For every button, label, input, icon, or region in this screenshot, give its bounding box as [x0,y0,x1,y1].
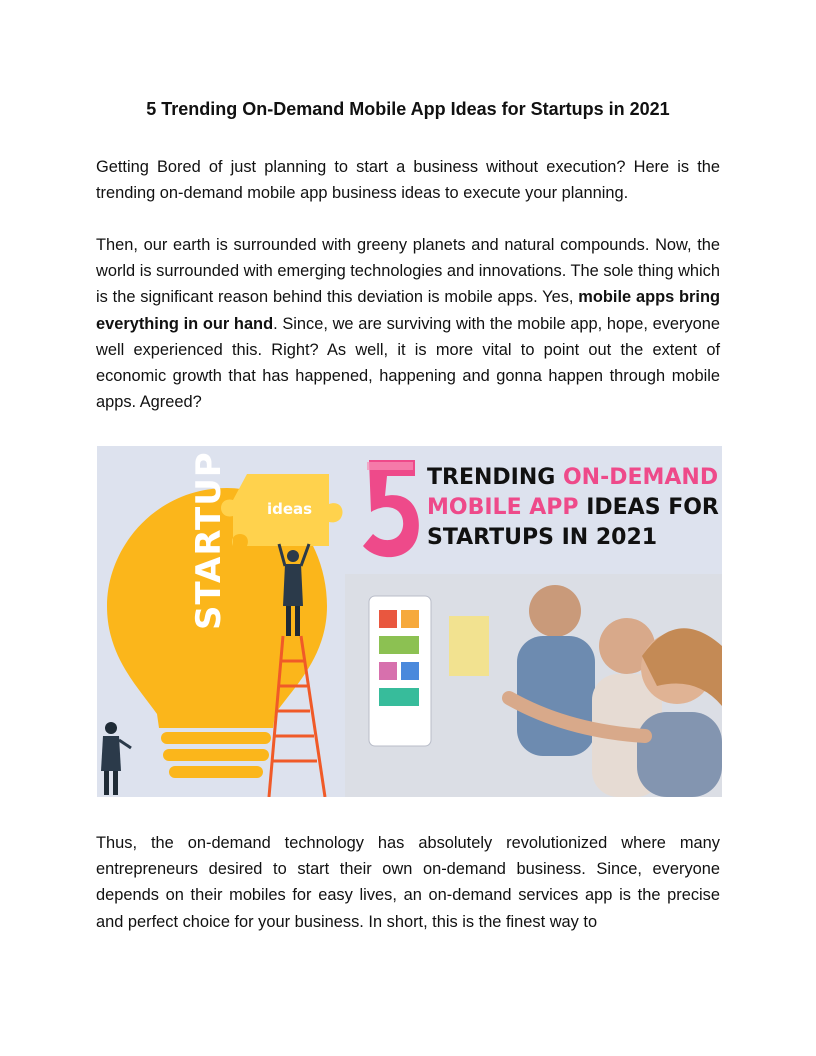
startup-label: STARTUP [189,451,229,630]
banner-image [97,446,722,797]
businessman-figure [101,722,131,795]
banner-line-2-dark: IDEAS FOR [578,495,719,520]
page-title: 5 Trending On-Demand Mobile App Ideas for Startups in 2021 [146,99,670,119]
banner-line-3: STARTUPS IN 2021 [427,525,658,550]
intro-paragraph: Getting Bored of just planning to start a business without execution? Here is the trending on-demand mobile app business ideas to execute your planning. [96,158,720,203]
number-five-icon [363,460,419,557]
banner-line-2-pink: MOBILE APP [427,495,579,520]
body-text-end: . Since, we are surviving with the mobile app, hope, everyone well experienced this. Right? As well, it is more vital to point out the extent of economic growth that has happened, happening and gonna happen through mobile apps. Agreed? [96,314,721,412]
banner-line-2 [427,493,719,522]
app-cards-icon [369,596,431,746]
body-text-start: Then, our earth is surrounded with greeny planets and natural compounds. Now, the world is surrounded with emerging technologies and innovations. The sole thing which is the significant reason behind this deviation is mobile apps. Yes, [96,236,720,307]
body-paragraph [96,232,720,415]
banner-line-1-dark: TRENDING [427,465,563,490]
ideas-label: ideas [267,500,313,518]
closing-paragraph: Thus, the on-demand technology has absolutely revolutionized where many entrepreneurs desired to start their own on-demand business. Since, everyone depends on their mobiles for easy lives, an on-demand services app is the precise and perfect choice for your business. In short, this is the finest way to [96,834,720,931]
bold-phrase: mobile apps bring everything in our hand [96,288,721,333]
banner-line-1-pink: ON-DEMAND [562,465,719,490]
banner-line-1 [427,463,718,492]
